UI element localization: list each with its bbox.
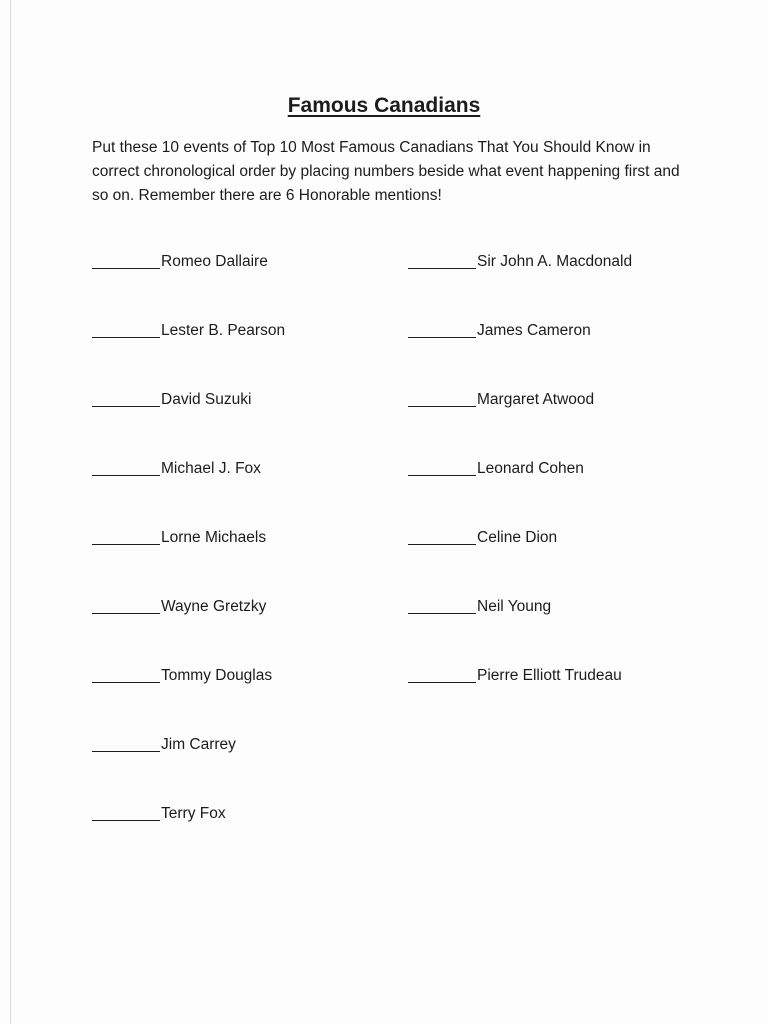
entry-tommy-douglas bbox=[92, 666, 285, 735]
entry-label: Pierre Elliott Trudeau bbox=[477, 667, 622, 684]
answer-blank[interactable] bbox=[92, 252, 160, 269]
answer-blank[interactable] bbox=[92, 528, 160, 545]
entry-wayne-gretzky bbox=[92, 597, 285, 666]
answer-blank[interactable] bbox=[408, 666, 476, 683]
left-column bbox=[92, 252, 285, 873]
answer-blank[interactable] bbox=[92, 597, 160, 614]
entry-label: Margaret Atwood bbox=[477, 391, 595, 408]
entry-pierre-elliott-trudeau bbox=[408, 666, 632, 735]
entry-label: Tommy Douglas bbox=[161, 667, 273, 684]
entry-label: David Suzuki bbox=[161, 391, 252, 408]
entry-label: Neil Young bbox=[477, 598, 552, 615]
entry-label: Lorne Michaels bbox=[161, 529, 267, 546]
entry-romeo-dallaire bbox=[92, 252, 285, 321]
page-title: Famous Canadians bbox=[287, 94, 481, 117]
answer-blank[interactable] bbox=[408, 528, 476, 545]
entry-label: Jim Carrey bbox=[161, 736, 236, 753]
entry-leonard-cohen bbox=[408, 459, 632, 528]
entry-label: Wayne Gretzky bbox=[161, 598, 267, 615]
answer-blank[interactable] bbox=[408, 390, 476, 407]
entry-celine-dion bbox=[408, 528, 632, 597]
answer-blank[interactable] bbox=[408, 321, 476, 338]
answer-blank[interactable] bbox=[92, 804, 160, 821]
right-column bbox=[408, 252, 632, 735]
entry-terry-fox bbox=[92, 804, 285, 873]
entry-lorne-michaels bbox=[92, 528, 285, 597]
entry-label: Sir John A. Macdonald bbox=[477, 253, 633, 270]
entry-label: Lester B. Pearson bbox=[161, 322, 286, 339]
entry-label: Leonard Cohen bbox=[477, 460, 584, 477]
answer-blank[interactable] bbox=[92, 459, 160, 476]
entry-james-cameron bbox=[408, 321, 632, 390]
page-title-wrapper bbox=[0, 94, 768, 118]
entry-label: Michael J. Fox bbox=[161, 460, 261, 477]
answer-blank[interactable] bbox=[408, 252, 476, 269]
entry-label: Romeo Dallaire bbox=[161, 253, 268, 270]
answer-blank[interactable] bbox=[408, 597, 476, 614]
answer-blank[interactable] bbox=[408, 459, 476, 476]
entry-david-suzuki bbox=[92, 390, 285, 459]
entry-sir-john-a-macdonald bbox=[408, 252, 632, 321]
answer-blank[interactable] bbox=[92, 390, 160, 407]
entry-lester-b-pearson bbox=[92, 321, 285, 390]
answer-blank[interactable] bbox=[92, 321, 160, 338]
entry-label: James Cameron bbox=[477, 322, 591, 339]
instructions-text: Put these 10 events of Top 10 Most Famous Canadians That You Should Know in correct chronological order by placing numbers beside what event happening first and so on. Remember there are 6 Honorable mentions! bbox=[92, 139, 680, 204]
answer-blank[interactable] bbox=[92, 735, 160, 752]
page-edge bbox=[10, 0, 11, 1024]
entry-label: Terry Fox bbox=[161, 805, 226, 822]
entry-margaret-atwood bbox=[408, 390, 632, 459]
answer-blank[interactable] bbox=[92, 666, 160, 683]
entry-label: Celine Dion bbox=[477, 529, 558, 546]
entry-jim-carrey bbox=[92, 735, 285, 804]
entry-neil-young bbox=[408, 597, 632, 666]
entry-michael-j-fox bbox=[92, 459, 285, 528]
